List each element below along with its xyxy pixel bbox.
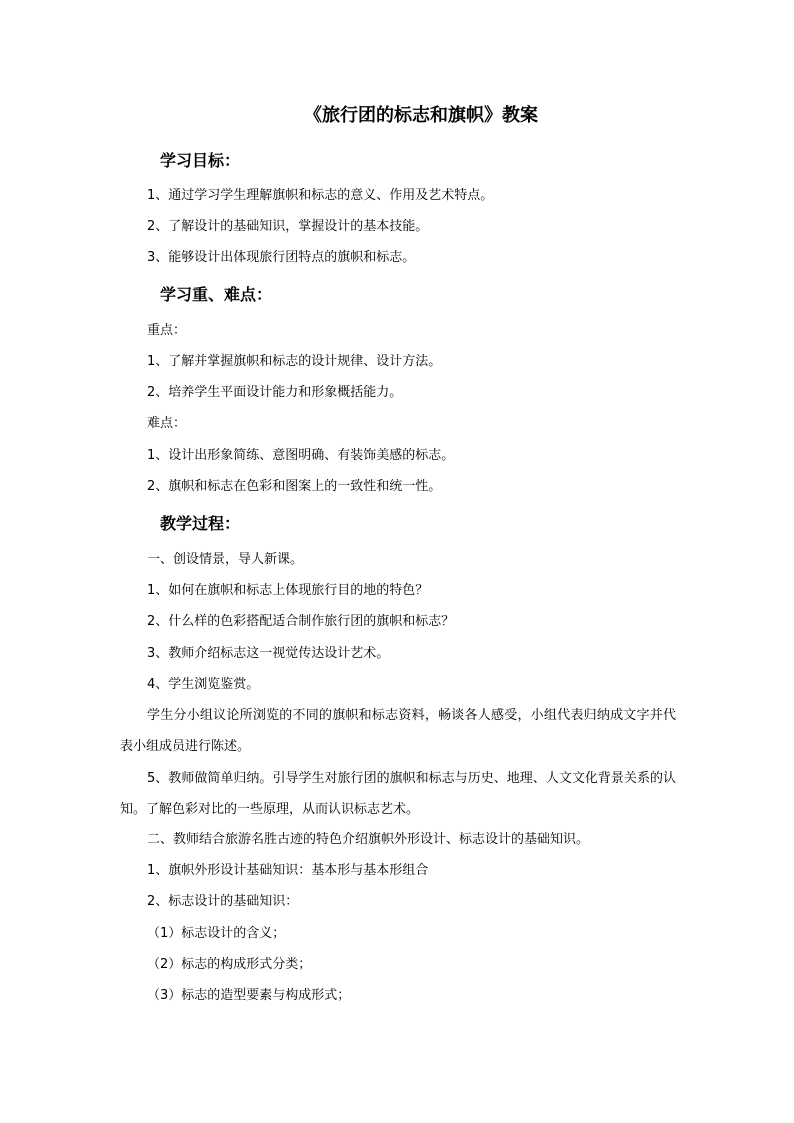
document-title: 《旅行团的标志和旗帜》教案: [304, 105, 538, 126]
objective-item: 2、了解设计的基础知识，掌握设计的基本技能。: [147, 219, 429, 234]
process-step-1: 一、创设情景，导人新课。: [147, 552, 304, 567]
objective-item: 3、能够设计出体现旅行团特点的旗帜和标志。: [147, 250, 416, 265]
objectives-heading: 学习目标：: [160, 151, 241, 170]
process-item: 2、标志设计的基础知识：: [147, 894, 299, 909]
process-item: 4、学生浏览鉴赏。: [147, 677, 260, 692]
discussion-paragraph: 学生分小组议论所浏览的不同的旗帜和标志资料，畅谈各人感受，小组代表归纳成文字并代表小组成员进行陈述。: [120, 708, 676, 754]
key-item: 1、了解并掌握旗帜和标志的设计规律、设计方法。: [147, 354, 442, 369]
process-item: 1、如何在旗帜和标志上体现旅行目的地的特色？: [147, 583, 429, 598]
difficult-item: 1、设计出形象简练、意图明确、有装饰美感的标志。: [147, 448, 455, 463]
key-item: 2、培养学生平面设计能力和形象概括能力。: [147, 385, 403, 400]
sub-item: （2）标志的构成形式分类；: [147, 957, 312, 972]
process-step-2: 二、教师结合旅游名胜古迹的特色介绍旗帜外形设计、标志设计的基础知识。: [147, 832, 590, 847]
objective-item: 1、通过学习学生理解旗帜和标志的意义、作用及艺术特点。: [147, 188, 494, 203]
sub-item: （1）标志设计的含义；: [147, 926, 286, 941]
sub-item: （3）标志的造型要素与构成形式；: [147, 988, 351, 1003]
process-item: 3、教师介绍标志这一视觉传达设计艺术。: [147, 646, 390, 661]
difficult-label: 难点：: [147, 416, 187, 431]
process-item: 2、什么样的色彩搭配适合制作旅行团的旗帜和标志？: [147, 614, 455, 629]
summary-paragraph: 5、教师做简单归纳。引导学生对旅行团的旗帜和标志与历史、地理、人文文化背景关系的认知。了解色彩对比的一些原理，从而认识标志艺术。: [120, 771, 676, 817]
key-label: 重点：: [147, 323, 187, 338]
process-heading: 教学过程：: [160, 514, 241, 533]
process-item: 1、旗帜外形设计基础知识：基本形与基本形组合: [147, 863, 429, 878]
difficult-item: 2、旗帜和标志在色彩和图案上的一致性和统一性。: [147, 479, 442, 494]
key-points-heading: 学习重、难点：: [160, 285, 273, 304]
